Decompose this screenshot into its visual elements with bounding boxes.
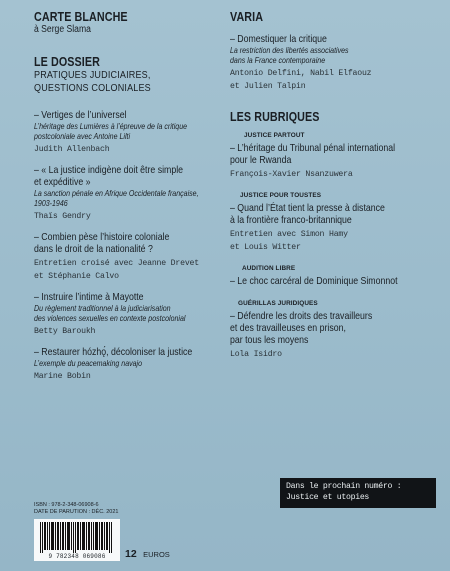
- entry-title: – « La justice indigène doit être simple: [34, 165, 184, 176]
- entry-author: Thaïs Gendry: [34, 212, 91, 221]
- entry-title: – Domestiquer la critique: [230, 34, 327, 45]
- entry-author: et Stéphanie Calvo: [34, 272, 119, 281]
- entry-author: Antonio Delfini, Nabil Elfaouz: [230, 69, 372, 78]
- isbn-block: [34, 502, 118, 516]
- entry-title: par tous les moyens: [230, 335, 309, 346]
- rubric-entry: [230, 203, 430, 253]
- entry-subtitle: dans la France contemporaine: [230, 56, 326, 65]
- varia-entry: [230, 34, 430, 92]
- entry-title: – Quand l’État tient la presse à distance: [230, 203, 385, 214]
- dossier-subtitle-line1: PRATIQUES JUDICIAIRES,: [34, 69, 151, 81]
- isbn-text: ISBN : 978-2-348-06908-6: [34, 502, 99, 508]
- rubric-entry: [230, 143, 430, 180]
- price-currency: EUROS: [143, 550, 170, 559]
- entry-title: – Défendre les droits des travailleurs: [230, 311, 373, 322]
- price: [125, 544, 170, 562]
- entry-subtitle: des violences sexuelles en contexte postcolonial: [34, 314, 186, 323]
- rubric-label: GUÉRILLAS JURIDIQUES: [238, 300, 318, 307]
- entry-title: – Le choc carcéral de Dominique Simonnot: [230, 276, 398, 287]
- entry-title: – Instruire l’intime à Mayotte: [34, 292, 144, 303]
- entry-author: Entretien avec Simon Hamy: [230, 230, 348, 239]
- rubric-entry: [230, 276, 430, 288]
- rubric-entry: [230, 311, 430, 360]
- entry-title: pour le Rwanda: [230, 155, 292, 166]
- entry-subtitle: La restriction des libertés associatives: [230, 46, 349, 55]
- entry-author: Betty Baroukh: [34, 327, 96, 336]
- dossier-entry: [34, 165, 224, 222]
- carte-blanche-subtitle: à Serge Slama: [34, 24, 91, 35]
- next-issue-title: Justice et utopies: [286, 493, 370, 502]
- entry-title: – Restaurer hózhǫ́, décoloniser la justice: [34, 347, 193, 358]
- entry-author: Entretien croisé avec Jeanne Drevet: [34, 259, 199, 268]
- entry-subtitle: L’héritage des Lumières à l’épreuve de la critique: [34, 122, 188, 131]
- entry-author: Marine Bobin: [34, 372, 91, 381]
- varia-title: VARIA: [230, 10, 264, 24]
- entry-title: – L’héritage du Tribunal pénal international: [230, 143, 396, 154]
- entry-title: dans le droit de la nationalité ?: [34, 244, 153, 255]
- left-column: [34, 10, 224, 382]
- next-issue-label: Dans le prochain numéro :: [286, 482, 402, 491]
- dossier-entry: [34, 232, 224, 282]
- entry-subtitle: 1903-1946: [34, 199, 68, 208]
- barcode-digits: 9 782348 069086: [48, 553, 106, 560]
- entry-subtitle: La sanction pénale en Afrique Occidentale française,: [34, 189, 199, 198]
- carte-blanche-title: CARTE BLANCHE: [34, 10, 128, 24]
- entry-author: Judith Allenbach: [34, 145, 110, 154]
- entry-author: et Julien Talpin: [230, 82, 306, 91]
- entry-subtitle: L’exemple du peacemaking navajo: [34, 359, 143, 368]
- rubric-label: AUDITION LIBRE: [242, 265, 296, 272]
- rubric-label: JUSTICE PARTOUT: [244, 132, 305, 139]
- entry-title: et des travailleuses en prison,: [230, 323, 346, 334]
- barcode-bars: [34, 519, 120, 553]
- entry-title: et expéditive »: [34, 177, 91, 188]
- dossier-entry: [34, 110, 224, 155]
- parution-date: DATE DE PARUTION : DÉC. 2021: [34, 509, 119, 515]
- entry-author: François-Xavier Nsanzuwera: [230, 170, 353, 179]
- dossier-subtitle-line2: QUESTIONS COLONIALES: [34, 82, 151, 94]
- rubric-label: JUSTICE POUR TOUSTES: [240, 192, 322, 199]
- rubriques-title: LES RUBRIQUES: [230, 110, 320, 124]
- entry-title: – Combien pèse l’histoire coloniale: [34, 232, 170, 243]
- entry-subtitle: postcoloniale avec Antoine Lilti: [34, 132, 131, 141]
- barcode: [34, 519, 120, 561]
- right-column: [230, 10, 430, 360]
- dossier-entry: [34, 347, 224, 382]
- dossier-entry: [34, 292, 224, 337]
- entry-title: – Vertiges de l’universel: [34, 110, 127, 121]
- next-issue-box: [280, 478, 436, 508]
- entry-author: Lola Isidro: [230, 350, 282, 359]
- entry-title: à la frontière franco-britannique: [230, 215, 352, 226]
- price-amount: 12: [125, 548, 137, 560]
- dossier-title: LE DOSSIER: [34, 55, 100, 69]
- entry-subtitle: Du règlement traditionnel à la judiciarisation: [34, 304, 171, 313]
- entry-author: et Louis Witter: [230, 243, 301, 252]
